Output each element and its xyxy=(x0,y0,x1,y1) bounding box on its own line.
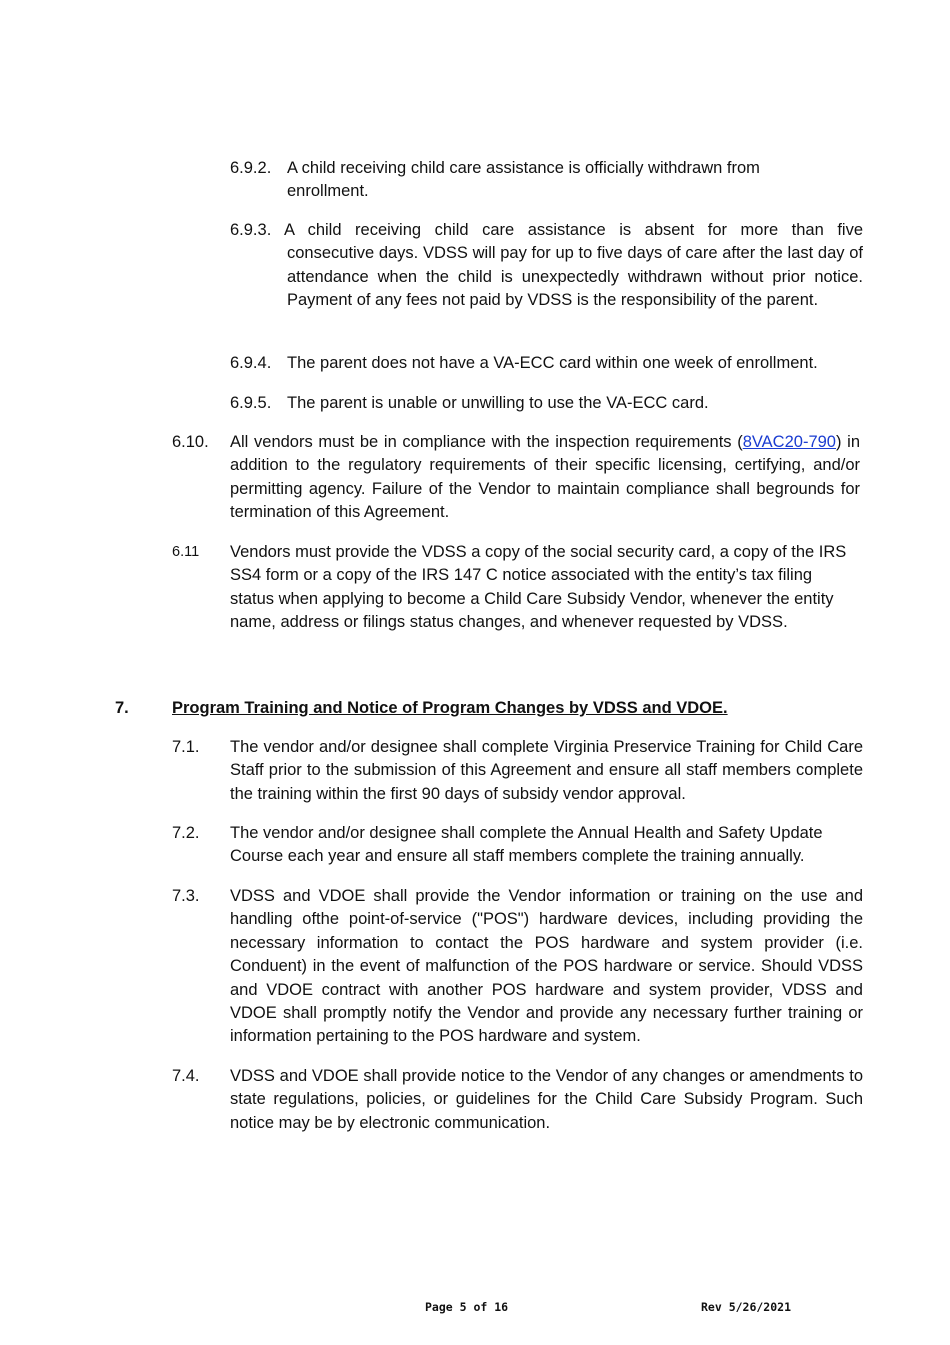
item-6-9-3-first-line xyxy=(230,219,863,242)
item-number-7-3: 7.3. xyxy=(172,887,200,905)
regulation-link-8vac20-790[interactable]: 8VAC20-790 xyxy=(742,433,836,451)
item-number-6-9-5: 6.9.5. xyxy=(230,394,272,412)
item-text-6-11: Vendors must provide the VDSS a copy of the social security card, a copy of the IRS SS4 form or a copy of the IRS 147 C notice associated with the entity’s tax filing status when applying to become a Child Care Subsidy Vendor, whenever the entity name, address or filings status changes, and whenever requested by VDSS. xyxy=(230,543,847,632)
item-text-6-9-3-rest: consecutive days. VDSS will pay for up to five days of care after the last day of attendance when the child is unexpectedly withdrawn without prior notice. Payment of any fees not paid by VDSS is the responsibility of the parent. xyxy=(287,244,863,310)
section-7-title: Program Training and Notice of Program Changes by VDSS and VDOE. xyxy=(172,699,728,717)
item-text-6-9-5: The parent is unable or unwilling to use the VA-ECC card. xyxy=(287,394,709,412)
item-text-6-10-after: ) in addition to the regulatory requirements of their specific licensing, certifying, and/or permitting agency. Failure of the Vendor to maintain compliance shall begrounds for termination of this Agreement. xyxy=(230,433,861,522)
item-number-6-10: 6.10. xyxy=(172,433,209,451)
footer-page-number: Page 5 of 16 xyxy=(425,1300,509,1314)
item-text-6-9-2: A child receiving child care assistance is officially withdrawn from enrollment. xyxy=(287,159,760,201)
item-text-6-10-before: All vendors must be in compliance with the inspection requirements ( xyxy=(230,433,743,451)
item-number-6-11: 6.11 xyxy=(172,544,200,560)
footer-revision: Rev 5/26/2021 xyxy=(701,1300,792,1314)
item-number-6-9-4: 6.9.4. xyxy=(230,354,272,372)
item-number-6-9-3: 6.9.3. xyxy=(230,221,272,239)
item-text-6-9-3-first: A child receiving child care assistance is absent for more than five xyxy=(283,221,863,239)
item-text-7-1: The vendor and/or designee shall complete Virginia Preservice Training for Child Care Staff prior to the submission of this Agreement and ensure all staff members complete the training within the first 90 days of subsidy vendor approval. xyxy=(230,738,863,803)
item-text-6-9-4: The parent does not have a VA-ECC card within one week of enrollment. xyxy=(287,354,818,372)
item-text-7-2: The vendor and/or designee shall complete the Annual Health and Safety Update Course each year and ensure all staff members complete the training annually. xyxy=(230,824,823,866)
item-6-9-3 xyxy=(230,219,863,313)
item-text-7-4: VDSS and VDOE shall provide notice to the Vendor of any changes or amendments to state regulations, policies, or guidelines for the Child Care Subsidy Program. Such notice may be by electronic communication. xyxy=(230,1067,863,1132)
item-number-7-1: 7.1. xyxy=(172,738,200,756)
item-number-7-4: 7.4. xyxy=(172,1067,200,1085)
item-number-7-2: 7.2. xyxy=(172,824,200,842)
item-text-6-10 xyxy=(230,431,860,525)
section-7-number: 7. xyxy=(115,699,129,717)
item-number-6-9-2: 6.9.2. xyxy=(230,159,272,177)
item-text-7-3: VDSS and VDOE shall provide the Vendor information or training on the use and handling ofthe point-of-service ("POS") hardware devices, including providing the necessary information to contact the POS hardware and system provider (i.e. Conduent) in the event of malfunction of the POS hardware or service. Should VDSS and VDOE contract with another POS hardware and system provider, VDSS and VDOE shall promptly notify the Vendor and provide any necessary further training or information pertaining to the POS hardware and system. xyxy=(230,887,863,1046)
